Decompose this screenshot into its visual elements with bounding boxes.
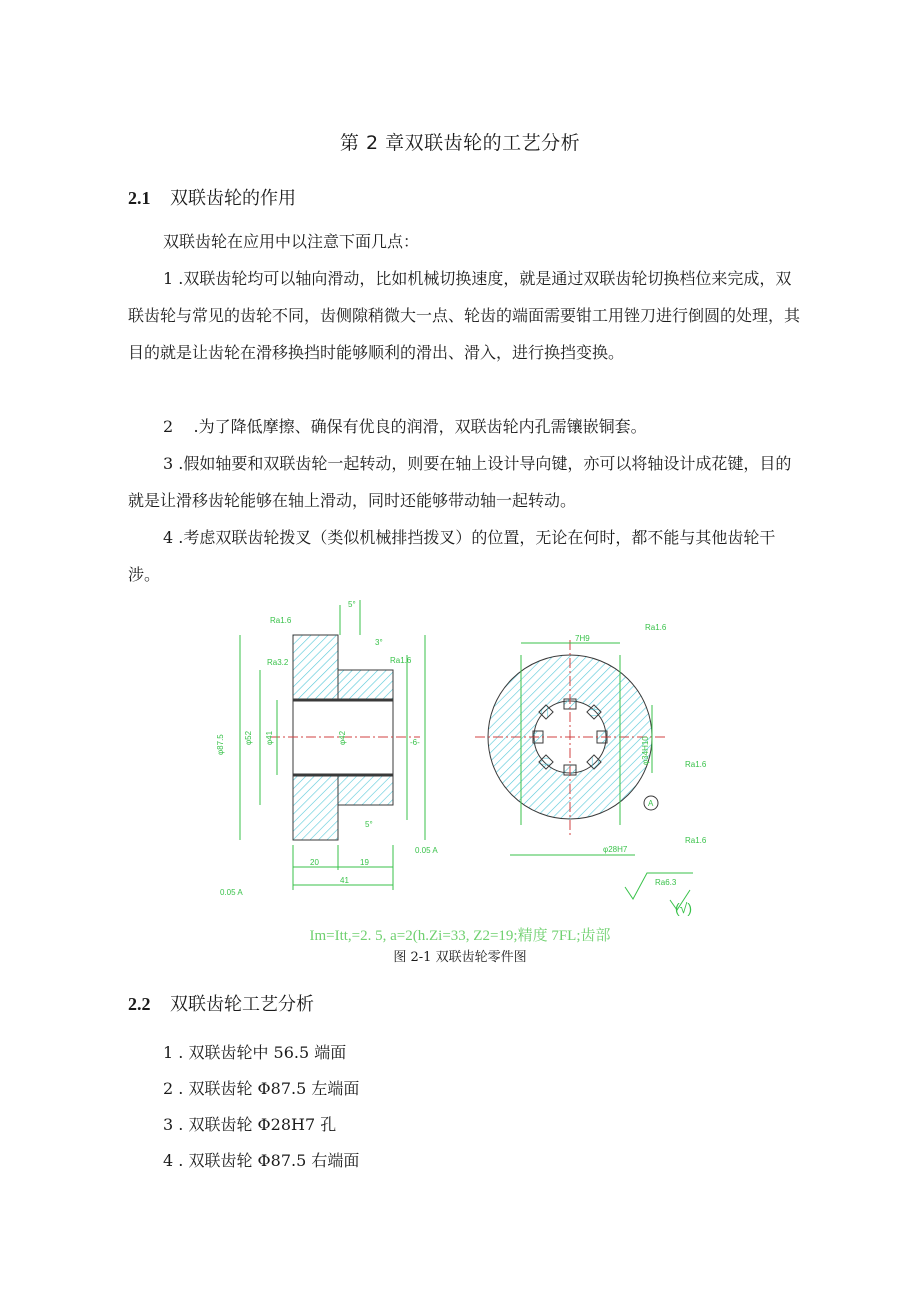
dim-label-2: φ41 [265,730,274,745]
angle-mid-label: 3° [375,638,383,647]
section-title: 双联齿轮工艺分析 [170,994,314,1015]
list-item: 4 . 双联齿轮 Φ87.5 右端面 [163,1151,360,1170]
point-text: .双联齿轮均可以轴向滑动，比如机械切换速度，就是通过双联齿轮切换档位来完成，双联齿轮与常见的齿轮不同，齿侧隙稍微大一点、轮齿的端面需要钳工用锉刀进行倒圆的处理，其目的就是让齿轮在滑移换挡时能够顺利的滑出、滑入，进行换挡变换。 [128,269,801,362]
figure-caption: 图 2-1 双联齿轮零件图 [393,950,527,965]
dim-label-1: φ52 [244,730,253,745]
angle-bot-label: 5° [365,820,373,829]
r-ra-mid-label: Ra1.6 [685,760,707,769]
point-text: .假如轴要和双联齿轮一起转动，则要在轴上设计导向键，亦可以将轴设计成花键，目的就是让滑移齿轮能够在轴上滑动，同时还能够带动轴一起转动。 [128,454,792,510]
ra-r1-label: Ra1.6 [390,656,412,665]
point-number: 2 [163,417,174,436]
section-heading-2-1 [128,184,296,210]
list-item: 3 . 双联齿轮 Φ28H7 孔 [163,1115,337,1134]
point-text: .考虑双联齿轮拨叉（类似机械排挡拨叉）的位置，无论在何时，都不能与其他齿轮干涉。 [128,528,776,584]
len-label-2: 19 [360,858,369,867]
section-title: 双联齿轮的作用 [170,188,296,209]
r-top-label: 7H9 [575,634,590,643]
point-text: .为了降低摩擦、确保有优良的润滑，双联齿轮内孔需镶嵌铜套。 [173,417,647,436]
section-number: 2.1 [128,188,151,208]
r-a-label: A [648,799,654,808]
len-label-3: 41 [340,876,349,885]
intro-paragraph: 双联齿轮在应用中以注意下面几点： [163,232,420,251]
list-item: 1 . 双联齿轮中 56.5 端面 [163,1043,347,1062]
figure-equation: Im=Itt,=2. 5, a=2(h.Zi=33, Z2=19;精度 7FL;齿部 [309,928,611,944]
ra-tl-label: Ra1.6 [270,616,292,625]
r-check-label: (√) [675,900,693,916]
tol-label-2: 0.05 A [220,888,243,897]
point-number: 1 [163,269,174,288]
r-spline-label: φ34H10 [641,736,650,765]
section-number: 2.2 [128,994,151,1014]
tol-label-1: 0.05 A [415,846,438,855]
chapter-title: 第 2 章双联齿轮的工艺分析 [339,132,581,154]
r-ra-bot-label: Ra1.6 [685,836,707,845]
point-number: 4 [163,528,174,547]
r-ra-final-label: Ra6.3 [655,878,677,887]
list-item: 2 . 双联齿轮 Φ87.5 左端面 [163,1079,360,1098]
ra-l2-label: Ra3.2 [267,658,289,667]
len-label-1: 20 [310,858,319,867]
angle-top-label: 5° [348,600,356,609]
r-bore-label: φ28H7 [603,845,628,854]
point-2 [128,408,800,445]
dim-label-4: -6- [410,738,420,747]
point-1 [128,260,800,371]
point-3 [128,445,800,519]
dim-left-label: φ87.5 [216,734,225,755]
section-heading-2-2 [128,990,314,1016]
dim-label-3: φ42 [338,730,347,745]
gear-drawing-figure [215,595,710,925]
point-4 [128,519,800,593]
point-number: 3 [163,454,174,473]
r-ra-top-label: Ra1.6 [645,623,667,632]
